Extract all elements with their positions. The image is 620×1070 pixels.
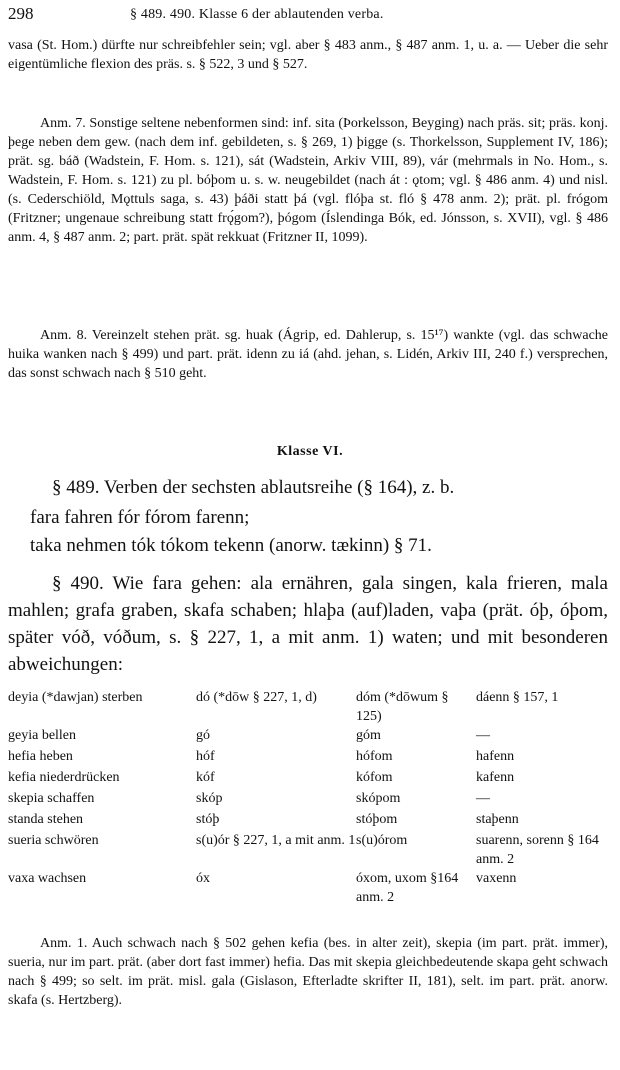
table-cell: stóþom [356, 812, 398, 827]
section-489-line2: fara fahren fór fórom farenn; [30, 507, 250, 528]
table-cell: góm [356, 728, 381, 743]
table-row [8, 747, 612, 768]
table-cell: geyia bellen [8, 728, 77, 743]
section-title: Klasse VI. [276, 444, 344, 459]
table-row [8, 688, 612, 726]
paragraph-anm1: Anm. 1. Auch schwach nach § 502 gehen kefia (bes. in alter zeit), skepia (im part. prät. immer), sueria, nur im part. prät. (aber dort fast immer) hefia. Das mit skepia gleichbedeutende skapa geht schwach nach § 499; so selt. im prät. misl. gala (Gislason, Efterladte skrifter II, 181), selt. im part. prät. anorw. skafa (s. Hertzberg). [8, 936, 608, 1008]
section-489-line1: § 489. Verben der sechsten ablautsreihe (§ 164), z. b. [52, 477, 455, 498]
table-cell: óx [196, 871, 210, 886]
table-row [8, 726, 612, 747]
paragraph-top: vasa (St. Hom.) dürfte nur schreibfehler sein; vgl. aber § 483 anm., § 487 anm. 1, u. a. — Ueber die sehr eigentümliche flexion des präs. s. § 522, 3 und § 527. [8, 38, 608, 72]
table-cell: dóm (*dōwum § 125) [356, 690, 449, 724]
table-cell: kafenn [476, 770, 515, 785]
table-cell: s(u)ór § 227, 1, a mit anm. 1 [196, 833, 356, 848]
table-cell: skópom [356, 791, 401, 806]
table-cell: gó [196, 728, 210, 743]
table-cell: staþenn [476, 812, 519, 827]
table-cell: vaxa wachsen [8, 871, 87, 886]
section-490: § 490. Wie fara gehen: ala ernähren, gala singen, kala frieren, mala mahlen; grafa graben, skafa schaben; hlaþa (auf)laden, vaþa (prät. óþ, óþom, später vóð, vóðum, s. § 227, 1, a mit anm. 1) waten; und mit besonderen abweichungen: [8, 573, 608, 675]
paragraph-anm7: Anm. 7. Sonstige seltene nebenformen sind: inf. sita (Þorkelsson, Beyging) nach präs. sit; präs. konj. þege neben dem gew. (nach dem inf. gebildeten, s. § 269, 1) þigge (s. Thorkelsson, Supplement IV, 186); prät. sg. báð (Wadstein, F. Hom. s. 121), sát (Wadstein, Arkiv VIII, 89), vár (mehrmals in No. Hom., s. Wadstein, F. Hom. s. 121) zu pl. bóþom u. s. w. neugebildet (nach át : ǫtom; vgl. § 486 anm. 4) und nisl. (s. Cederschiöld, Mǫttuls saga, s. 43) þáði statt þá (vgl. flóþa st. fló § 478 anm. 2); prät. pl. frógom (Fritzner; ungenaue schreibung statt frǫ́gom?), þógom (Íslendinga Bók, ed. Jónsson, s. XVII), vgl. § 486 anm. 4, § 487 anm. 2; part. prät. spät rekkuat (Fritzner II, 1099). [8, 116, 608, 245]
table-cell: skepia schaffen [8, 791, 95, 806]
table-cell: standa stehen [8, 812, 84, 827]
paragraph-anm8: Anm. 8. Vereinzelt stehen prät. sg. huak (Ágrip, ed. Dahlerup, s. 15¹⁷) wankte (vgl. das schwache huika wanken nach § 499) und part. prät. idenn zu iá (ahd. jehan, s. Lidén, Arkiv III, 240 f.) versprechen, das sonst schwach nach § 510 geht. [8, 328, 608, 381]
table-row [8, 869, 612, 907]
table-cell: hófom [356, 749, 393, 764]
table-cell: — [476, 728, 490, 743]
table-cell: hafenn [476, 749, 515, 764]
section-489-line3: taka nehmen tók tókom tekenn (anorw. tækinn) § 71. [30, 535, 432, 556]
table-row [8, 810, 612, 831]
table-cell: vaxenn [476, 871, 517, 886]
table-cell: dó (*dōw § 227, 1, d) [196, 690, 317, 705]
table-cell: stóþ [196, 812, 220, 827]
table-row [8, 831, 612, 869]
page-number: 298 [8, 4, 34, 23]
table-cell: dáenn § 157, 1 [476, 690, 559, 705]
table-cell: kefia niederdrücken [8, 770, 120, 785]
table-row [8, 768, 612, 789]
table-cell: suarenn, sorenn § 164 anm. 2 [476, 833, 599, 867]
table-cell: deyia (*dawjan) sterben [8, 690, 143, 705]
table-cell: óxom, uxom §164 anm. 2 [356, 871, 459, 905]
verb-table [8, 688, 612, 907]
table-cell: kófom [356, 770, 393, 785]
table-cell: sueria schwören [8, 833, 99, 848]
table-cell: kóf [196, 770, 215, 785]
table-cell: s(u)órom [356, 833, 408, 848]
table-row [8, 789, 612, 810]
table-cell: hefia heben [8, 749, 73, 764]
running-head: § 489. 490. Klasse 6 der ablautenden verba. [130, 7, 384, 22]
table-cell: hóf [196, 749, 215, 764]
table-cell: — [476, 791, 490, 806]
page-header [8, 4, 612, 28]
table-cell: skóp [196, 791, 223, 806]
